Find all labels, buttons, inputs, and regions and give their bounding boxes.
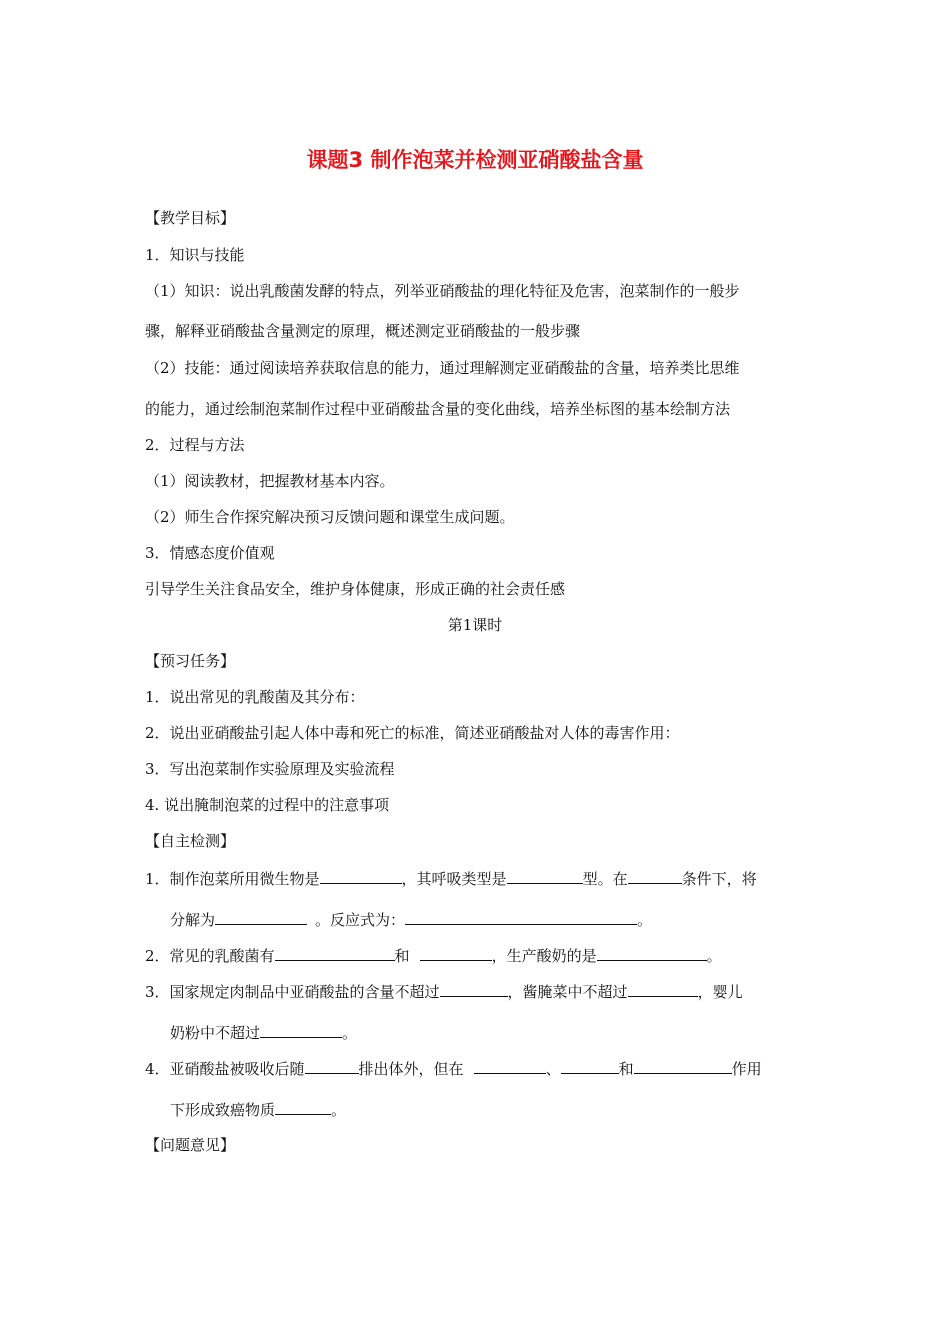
paragraph-process-2: （2）师生合作探究解决预习反馈问题和课堂生成问题。 — [145, 508, 515, 526]
paragraph-skills-line2: 的能力，通过绘制泡菜制作过程中亚硝酸盐含量的变化曲线，培养坐标图的基本绘制方法 — [145, 400, 731, 418]
question-text: ，婴儿 — [697, 983, 743, 1001]
question-text: 4．亚硝酸盐被吸收后随 — [145, 1060, 305, 1078]
question-text: 作用 — [731, 1060, 762, 1078]
question-text: 。 — [331, 1101, 347, 1119]
question-3-line2 — [170, 1021, 357, 1043]
question-4-line2 — [170, 1098, 346, 1120]
section-heading-preview: 【预习任务】 — [145, 652, 236, 670]
question-text: 分解为 — [170, 911, 216, 929]
subheading-values: 3．情感态度价值观 — [145, 544, 275, 562]
answer-blank[interactable] — [597, 944, 707, 961]
answer-blank[interactable] — [628, 980, 698, 997]
question-text: ，酱腌菜中不超过 — [507, 983, 628, 1001]
question-text: 型。在 — [582, 870, 628, 888]
answer-blank[interactable] — [420, 944, 492, 961]
question-text: 、 — [545, 1060, 561, 1078]
preview-item: 4. 说出腌制泡菜的过程中的注意事项 — [145, 796, 390, 814]
paragraph-knowledge-line2: 骤，解释亚硝酸盐含量测定的原理，概述测定亚硝酸盐的一般步骤 — [145, 322, 581, 340]
answer-blank[interactable] — [634, 1057, 732, 1074]
paragraph-knowledge-line1: （1）知识：说出乳酸菌发酵的特点，列举亚硝酸盐的理化特征及危害，泡菜制作的一般步 — [145, 282, 740, 300]
question-text: 。 — [342, 1024, 358, 1042]
preview-item: 3．写出泡菜制作实验原理及实验流程 — [145, 760, 395, 778]
paragraph-process-1: （1）阅读教材，把握教材基本内容。 — [145, 472, 395, 490]
answer-blank[interactable] — [215, 908, 307, 925]
question-text: 下形成致癌物质 — [170, 1101, 276, 1119]
answer-blank[interactable] — [440, 980, 508, 997]
question-text: ，其呼吸类型是 — [401, 870, 507, 888]
question-text: 条件下，将 — [681, 870, 757, 888]
lesson-label: 第1课时 — [447, 616, 503, 634]
paragraph-values: 引导学生关注食品安全，维护身体健康，形成正确的社会责任感 — [145, 580, 566, 598]
question-text: 。反应式为： — [315, 911, 406, 929]
preview-item: 2．说出亚硝酸盐引起人体中毒和死亡的标准，简述亚硝酸盐对人体的毒害作用： — [145, 724, 680, 742]
answer-blank[interactable] — [260, 1021, 342, 1038]
paragraph-skills-line1: （2）技能：通过阅读培养获取信息的能力，通过理解测定亚硝酸盐的含量，培养类比思维 — [145, 359, 740, 377]
answer-blank[interactable] — [628, 867, 682, 884]
question-text: 。 — [706, 947, 722, 965]
subheading-process-method: 2．过程与方法 — [145, 436, 245, 454]
answer-blank[interactable] — [305, 1057, 359, 1074]
answer-blank[interactable] — [275, 1098, 331, 1115]
question-text: 和 — [394, 947, 410, 965]
section-heading-objectives: 【教学目标】 — [145, 209, 236, 227]
question-text: 3．国家规定肉制品中亚硝酸盐的含量不超过 — [145, 983, 440, 1001]
answer-blank[interactable] — [561, 1057, 619, 1074]
answer-blank[interactable] — [320, 867, 402, 884]
question-text: ，生产酸奶的是 — [491, 947, 597, 965]
question-4-line1 — [145, 1057, 762, 1079]
question-text: 和 — [618, 1060, 634, 1078]
question-text: 1．制作泡菜所用微生物是 — [145, 870, 320, 888]
subheading-knowledge-skills: 1．知识与技能 — [145, 246, 245, 264]
question-text: 。 — [637, 911, 653, 929]
question-1-line1 — [145, 867, 757, 889]
question-text: 排出体外，但在 — [358, 1060, 464, 1078]
preview-item: 1．说出常见的乳酸菌及其分布： — [145, 688, 365, 706]
section-heading-issues: 【问题意见】 — [145, 1136, 236, 1154]
answer-blank[interactable] — [507, 867, 583, 884]
answer-blank[interactable] — [275, 944, 395, 961]
question-text: 2．常见的乳酸菌有 — [145, 947, 275, 965]
question-text: 奶粉中不超过 — [170, 1024, 261, 1042]
question-2 — [145, 944, 722, 966]
question-1-line2 — [170, 908, 652, 930]
answer-blank[interactable] — [474, 1057, 546, 1074]
page-title: 课题3 制作泡菜并检测亚硝酸盐含量 — [306, 148, 644, 172]
answer-blank[interactable] — [405, 908, 637, 925]
question-3-line1 — [145, 980, 743, 1002]
section-heading-selfcheck: 【自主检测】 — [145, 832, 236, 850]
